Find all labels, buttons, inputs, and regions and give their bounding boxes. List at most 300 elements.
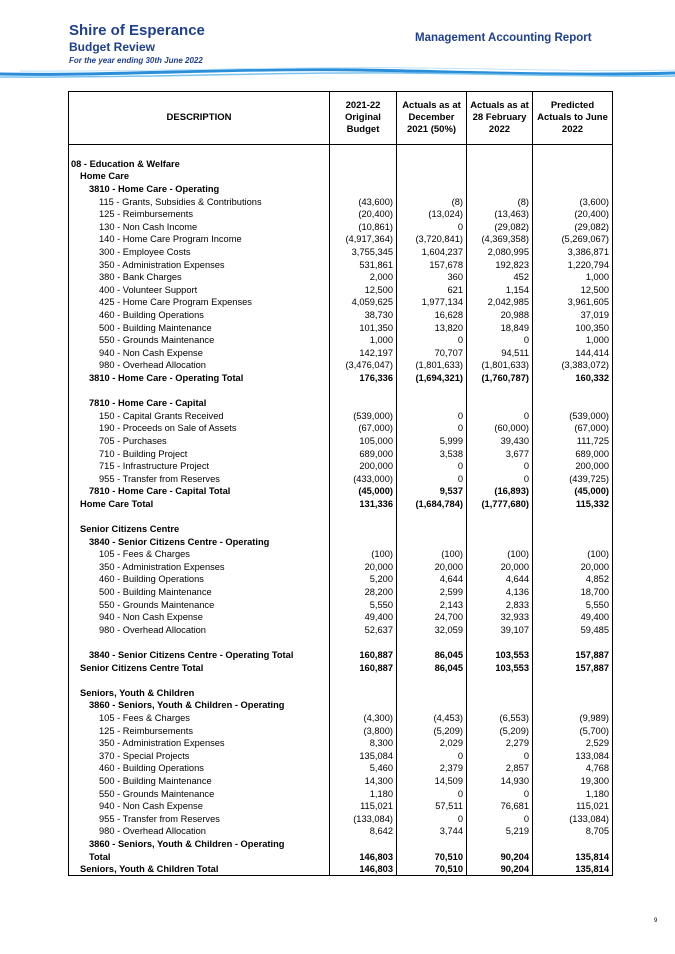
cell-original-budget — [330, 170, 397, 183]
cell-predicted-actuals: 1,220,794 — [533, 258, 613, 271]
cell-description: 550 - Grounds Maintenance — [69, 598, 330, 611]
cell-actuals-december: 2,379 — [397, 762, 467, 775]
cell-description: 500 - Building Maintenance — [69, 321, 330, 334]
table-row — [69, 762, 613, 775]
cell-predicted-actuals: 18,700 — [533, 586, 613, 599]
cell-predicted-actuals: 135,814 — [533, 863, 613, 876]
cell-original-budget: 105,000 — [330, 435, 397, 448]
cell-predicted-actuals — [533, 687, 613, 700]
cell-description: 460 - Building Operations — [69, 309, 330, 322]
cell-actuals-february: 90,204 — [467, 850, 533, 863]
cell-description: 140 - Home Care Program Income — [69, 233, 330, 246]
cell-description: 980 - Overhead Allocation — [69, 359, 330, 372]
table-row — [69, 712, 613, 725]
cell-actuals-december: (1,684,784) — [397, 498, 467, 511]
cell-actuals-february: 0 — [467, 472, 533, 485]
cell-original-budget: 49,400 — [330, 611, 397, 624]
cell-predicted-actuals: 115,332 — [533, 498, 613, 511]
table-row — [69, 472, 613, 485]
cell-description: 425 - Home Care Program Expenses — [69, 296, 330, 309]
cell-actuals-february: 1,154 — [467, 284, 533, 297]
cell-predicted-actuals: 12,500 — [533, 284, 613, 297]
cell-original-budget — [330, 145, 397, 158]
cell-actuals-february: 20,000 — [467, 561, 533, 574]
cell-description: 400 - Volunteer Support — [69, 284, 330, 297]
cell-description: 3840 - Senior Citizens Centre - Operating Total — [69, 649, 330, 662]
cell-original-budget: (433,000) — [330, 472, 397, 485]
cell-description: Senior Citizens Centre — [69, 523, 330, 536]
cell-actuals-december: (8) — [397, 195, 467, 208]
cell-actuals-december: 0 — [397, 221, 467, 234]
cell-actuals-february: 0 — [467, 460, 533, 473]
cell-original-budget: 689,000 — [330, 447, 397, 460]
cell-predicted-actuals — [533, 397, 613, 410]
cell-original-budget: (3,476,047) — [330, 359, 397, 372]
cell-actuals-february — [467, 699, 533, 712]
cell-actuals-february — [467, 510, 533, 523]
cell-description: 370 - Special Projects — [69, 750, 330, 763]
cell-actuals-february: (1,777,680) — [467, 498, 533, 511]
table-row — [69, 598, 613, 611]
cell-actuals-december: (100) — [397, 548, 467, 561]
table-row — [69, 233, 613, 246]
cell-actuals-february: 2,279 — [467, 737, 533, 750]
table-row — [69, 397, 613, 410]
cell-actuals-february: 39,107 — [467, 624, 533, 637]
cell-original-budget — [330, 523, 397, 536]
cell-description: 500 - Building Maintenance — [69, 775, 330, 788]
cell-description: 350 - Administration Expenses — [69, 258, 330, 271]
cell-actuals-december — [397, 384, 467, 397]
cell-actuals-december — [397, 183, 467, 196]
cell-predicted-actuals: 160,332 — [533, 372, 613, 385]
cell-actuals-february: 192,823 — [467, 258, 533, 271]
cell-predicted-actuals: 37,019 — [533, 309, 613, 322]
cell-original-budget: (3,800) — [330, 724, 397, 737]
cell-actuals-february: (60,000) — [467, 422, 533, 435]
cell-actuals-december: 4,644 — [397, 573, 467, 586]
cell-original-budget — [330, 636, 397, 649]
cell-description: 7810 - Home Care - Capital Total — [69, 485, 330, 498]
cell-description: 350 - Administration Expenses — [69, 561, 330, 574]
table-row — [69, 258, 613, 271]
cell-description: 380 - Bank Charges — [69, 271, 330, 284]
cell-actuals-december: 0 — [397, 422, 467, 435]
cell-actuals-february: 76,681 — [467, 800, 533, 813]
cell-description: Home Care Total — [69, 498, 330, 511]
cell-actuals-february: 20,988 — [467, 309, 533, 322]
cell-predicted-actuals: 689,000 — [533, 447, 613, 460]
table-row — [69, 359, 613, 372]
table-row — [69, 309, 613, 322]
cell-predicted-actuals: 133,084 — [533, 750, 613, 763]
cell-actuals-december: (5,209) — [397, 724, 467, 737]
cell-predicted-actuals: 2,529 — [533, 737, 613, 750]
cell-original-budget: 52,637 — [330, 624, 397, 637]
cell-description: 115 - Grants, Subsidies & Contributions — [69, 195, 330, 208]
cell-actuals-december — [397, 397, 467, 410]
cell-description: 130 - Non Cash Income — [69, 221, 330, 234]
cell-original-budget — [330, 397, 397, 410]
cell-actuals-december: 14,509 — [397, 775, 467, 788]
cell-original-budget: 8,300 — [330, 737, 397, 750]
cell-actuals-december: 0 — [397, 472, 467, 485]
cell-description: 7810 - Home Care - Capital — [69, 397, 330, 410]
table-row — [69, 850, 613, 863]
table-row — [69, 435, 613, 448]
cell-predicted-actuals: (3,383,072) — [533, 359, 613, 372]
cell-actuals-december: 32,059 — [397, 624, 467, 637]
table-row — [69, 296, 613, 309]
cell-description: 300 - Employee Costs — [69, 246, 330, 259]
cell-actuals-december: 9,537 — [397, 485, 467, 498]
table-row — [69, 384, 613, 397]
cell-original-budget: 2,000 — [330, 271, 397, 284]
cell-original-budget — [330, 838, 397, 851]
cell-actuals-december: 86,045 — [397, 661, 467, 674]
cell-actuals-december: 360 — [397, 271, 467, 284]
cell-original-budget — [330, 687, 397, 700]
cell-actuals-december: 70,707 — [397, 347, 467, 360]
cell-actuals-february: (100) — [467, 548, 533, 561]
cell-description: 105 - Fees & Charges — [69, 548, 330, 561]
cell-predicted-actuals: 144,414 — [533, 347, 613, 360]
cell-actuals-december: 0 — [397, 334, 467, 347]
cell-predicted-actuals: (5,269,067) — [533, 233, 613, 246]
cell-actuals-december: 621 — [397, 284, 467, 297]
table-row — [69, 498, 613, 511]
cell-actuals-december: 0 — [397, 409, 467, 422]
cell-predicted-actuals: (539,000) — [533, 409, 613, 422]
cell-actuals-february — [467, 523, 533, 536]
cell-predicted-actuals — [533, 170, 613, 183]
cell-original-budget: 115,021 — [330, 800, 397, 813]
cell-actuals-december: 16,628 — [397, 309, 467, 322]
page-number: 9 — [654, 918, 658, 924]
header-swoosh-decoration — [0, 64, 675, 84]
cell-predicted-actuals — [533, 523, 613, 536]
cell-actuals-february — [467, 674, 533, 687]
table-row — [69, 183, 613, 196]
cell-predicted-actuals: 49,400 — [533, 611, 613, 624]
cell-actuals-february: (1,760,787) — [467, 372, 533, 385]
cell-original-budget: 160,887 — [330, 649, 397, 662]
cell-description: 08 - Education & Welfare — [69, 158, 330, 171]
cell-description: 955 - Transfer from Reserves — [69, 472, 330, 485]
cell-actuals-february: (13,463) — [467, 208, 533, 221]
table-row — [69, 460, 613, 473]
cell-actuals-december: 0 — [397, 460, 467, 473]
cell-actuals-december — [397, 636, 467, 649]
cell-actuals-february: (4,369,358) — [467, 233, 533, 246]
cell-description: 125 - Reimbursements — [69, 208, 330, 221]
table-row — [69, 548, 613, 561]
cell-description: Seniors, Youth & Children — [69, 687, 330, 700]
table-row — [69, 724, 613, 737]
cell-original-budget: (20,400) — [330, 208, 397, 221]
cell-actuals-december — [397, 687, 467, 700]
cell-predicted-actuals — [533, 674, 613, 687]
cell-original-budget: 135,084 — [330, 750, 397, 763]
cell-actuals-december: 157,678 — [397, 258, 467, 271]
cell-actuals-february: 103,553 — [467, 661, 533, 674]
cell-original-budget: 1,000 — [330, 334, 397, 347]
cell-description: 940 - Non Cash Expense — [69, 800, 330, 813]
cell-description: 3810 - Home Care - Operating Total — [69, 372, 330, 385]
cell-predicted-actuals: 5,550 — [533, 598, 613, 611]
table-row — [69, 195, 613, 208]
table-row — [69, 636, 613, 649]
cell-predicted-actuals: (133,084) — [533, 812, 613, 825]
cell-description: 980 - Overhead Allocation — [69, 624, 330, 637]
table-row — [69, 221, 613, 234]
cell-actuals-december: 86,045 — [397, 649, 467, 662]
cell-predicted-actuals — [533, 636, 613, 649]
cell-actuals-february — [467, 535, 533, 548]
table-body — [69, 145, 613, 876]
cell-original-budget — [330, 699, 397, 712]
cell-actuals-december: 0 — [397, 787, 467, 800]
cell-predicted-actuals: 100,350 — [533, 321, 613, 334]
table-row — [69, 271, 613, 284]
cell-actuals-february: 18,849 — [467, 321, 533, 334]
cell-description: 550 - Grounds Maintenance — [69, 334, 330, 347]
cell-predicted-actuals: 157,887 — [533, 649, 613, 662]
cell-predicted-actuals: 115,021 — [533, 800, 613, 813]
cell-original-budget — [330, 674, 397, 687]
cell-original-budget: 4,059,625 — [330, 296, 397, 309]
table-row — [69, 800, 613, 813]
cell-predicted-actuals: (9,989) — [533, 712, 613, 725]
cell-description — [69, 384, 330, 397]
cell-description: 940 - Non Cash Expense — [69, 347, 330, 360]
cell-description — [69, 636, 330, 649]
cell-actuals-december: 3,538 — [397, 447, 467, 460]
table-row — [69, 863, 613, 876]
cell-original-budget: 142,197 — [330, 347, 397, 360]
table-row — [69, 170, 613, 183]
cell-actuals-february: 0 — [467, 812, 533, 825]
cell-description: 460 - Building Operations — [69, 762, 330, 775]
cell-predicted-actuals — [533, 183, 613, 196]
cell-predicted-actuals: 4,768 — [533, 762, 613, 775]
cell-predicted-actuals: 20,000 — [533, 561, 613, 574]
col-header-actuals-december: Actuals as at December 2021 (50%) — [397, 92, 467, 145]
cell-actuals-february: 5,219 — [467, 825, 533, 838]
cell-actuals-february: 2,042,985 — [467, 296, 533, 309]
cell-description: Senior Citizens Centre Total — [69, 661, 330, 674]
cell-predicted-actuals: (45,000) — [533, 485, 613, 498]
table-row — [69, 422, 613, 435]
cell-predicted-actuals — [533, 158, 613, 171]
cell-description: 710 - Building Project — [69, 447, 330, 460]
cell-original-budget: 38,730 — [330, 309, 397, 322]
cell-description — [69, 510, 330, 523]
cell-predicted-actuals — [533, 535, 613, 548]
cell-actuals-february — [467, 636, 533, 649]
cell-original-budget — [330, 384, 397, 397]
cell-original-budget: 146,803 — [330, 850, 397, 863]
cell-original-budget: 20,000 — [330, 561, 397, 574]
organisation-name: Shire of Esperance — [69, 22, 205, 39]
cell-actuals-february: (16,893) — [467, 485, 533, 498]
cell-actuals-december: 20,000 — [397, 561, 467, 574]
cell-description: 150 - Capital Grants Received — [69, 409, 330, 422]
cell-actuals-december — [397, 523, 467, 536]
cell-original-budget: (100) — [330, 548, 397, 561]
cell-description — [69, 674, 330, 687]
cell-actuals-december — [397, 510, 467, 523]
cell-actuals-february: 103,553 — [467, 649, 533, 662]
cell-actuals-february — [467, 687, 533, 700]
cell-actuals-december: 5,999 — [397, 435, 467, 448]
cell-description: 350 - Administration Expenses — [69, 737, 330, 750]
cell-description: 3810 - Home Care - Operating — [69, 183, 330, 196]
cell-original-budget: 3,755,345 — [330, 246, 397, 259]
cell-actuals-december: 2,599 — [397, 586, 467, 599]
cell-predicted-actuals: (67,000) — [533, 422, 613, 435]
cell-predicted-actuals: (29,082) — [533, 221, 613, 234]
table-row — [69, 284, 613, 297]
cell-actuals-february: 4,644 — [467, 573, 533, 586]
cell-predicted-actuals: 8,705 — [533, 825, 613, 838]
cell-actuals-december: 13,820 — [397, 321, 467, 334]
cell-actuals-december: 70,510 — [397, 850, 467, 863]
cell-actuals-february: (29,082) — [467, 221, 533, 234]
cell-description: Home Care — [69, 170, 330, 183]
cell-actuals-february: 0 — [467, 409, 533, 422]
cell-predicted-actuals: 59,485 — [533, 624, 613, 637]
cell-actuals-february — [467, 384, 533, 397]
table-row — [69, 561, 613, 574]
cell-description: 460 - Building Operations — [69, 573, 330, 586]
cell-description: Total — [69, 850, 330, 863]
table-row — [69, 787, 613, 800]
cell-original-budget: 531,861 — [330, 258, 397, 271]
cell-predicted-actuals: 135,814 — [533, 850, 613, 863]
col-header-actuals-february: Actuals as at 28 February 2022 — [467, 92, 533, 145]
cell-original-budget — [330, 158, 397, 171]
cell-predicted-actuals: 157,887 — [533, 661, 613, 674]
cell-original-budget: 200,000 — [330, 460, 397, 473]
table-row — [69, 649, 613, 662]
cell-actuals-february — [467, 145, 533, 158]
cell-predicted-actuals: 3,961,605 — [533, 296, 613, 309]
cell-predicted-actuals — [533, 510, 613, 523]
cell-predicted-actuals: 1,180 — [533, 787, 613, 800]
cell-predicted-actuals: 200,000 — [533, 460, 613, 473]
cell-description: 980 - Overhead Allocation — [69, 825, 330, 838]
col-header-original-budget: 2021-22 Original Budget — [330, 92, 397, 145]
cell-actuals-february: 2,833 — [467, 598, 533, 611]
table-row — [69, 812, 613, 825]
cell-actuals-february: 3,677 — [467, 447, 533, 460]
table-row — [69, 510, 613, 523]
cell-description: 3840 - Senior Citizens Centre - Operating — [69, 535, 330, 548]
table-row — [69, 661, 613, 674]
budget-review-table — [68, 91, 613, 876]
cell-original-budget: 5,460 — [330, 762, 397, 775]
cell-actuals-december: (3,720,841) — [397, 233, 467, 246]
table-row — [69, 334, 613, 347]
cell-actuals-february — [467, 183, 533, 196]
table-row — [69, 372, 613, 385]
cell-description: 500 - Building Maintenance — [69, 586, 330, 599]
cell-original-budget: 131,336 — [330, 498, 397, 511]
cell-actuals-february: 14,930 — [467, 775, 533, 788]
cell-description: 940 - Non Cash Expense — [69, 611, 330, 624]
cell-actuals-february: 2,857 — [467, 762, 533, 775]
table-row — [69, 750, 613, 763]
cell-original-budget: (539,000) — [330, 409, 397, 422]
cell-actuals-february: 0 — [467, 334, 533, 347]
table-row — [69, 737, 613, 750]
cell-predicted-actuals — [533, 699, 613, 712]
document-subtitle: Budget Review — [69, 40, 156, 54]
cell-actuals-december: 57,511 — [397, 800, 467, 813]
table-row — [69, 485, 613, 498]
table-row — [69, 208, 613, 221]
table-row — [69, 825, 613, 838]
table-row — [69, 158, 613, 171]
table-row — [69, 246, 613, 259]
cell-actuals-december: 70,510 — [397, 863, 467, 876]
cell-actuals-december — [397, 838, 467, 851]
cell-predicted-actuals — [533, 145, 613, 158]
cell-actuals-february: 4,136 — [467, 586, 533, 599]
cell-actuals-december: 24,700 — [397, 611, 467, 624]
cell-actuals-december: (4,453) — [397, 712, 467, 725]
cell-description: 125 - Reimbursements — [69, 724, 330, 737]
cell-predicted-actuals: 4,852 — [533, 573, 613, 586]
cell-predicted-actuals: (439,725) — [533, 472, 613, 485]
table-row — [69, 523, 613, 536]
cell-predicted-actuals — [533, 384, 613, 397]
cell-actuals-december — [397, 535, 467, 548]
table-row — [69, 838, 613, 851]
cell-actuals-february: (6,553) — [467, 712, 533, 725]
cell-actuals-december: (13,024) — [397, 208, 467, 221]
cell-original-budget: (4,300) — [330, 712, 397, 725]
cell-original-budget: 1,180 — [330, 787, 397, 800]
cell-original-budget — [330, 510, 397, 523]
cell-original-budget — [330, 535, 397, 548]
cell-actuals-december — [397, 674, 467, 687]
cell-predicted-actuals: (100) — [533, 548, 613, 561]
cell-predicted-actuals: (5,700) — [533, 724, 613, 737]
cell-actuals-february — [467, 158, 533, 171]
cell-description: 3860 - Seniors, Youth & Children - Operating — [69, 838, 330, 851]
cell-actuals-december: 2,029 — [397, 737, 467, 750]
report-header — [69, 22, 205, 67]
cell-original-budget: 5,550 — [330, 598, 397, 611]
cell-original-budget: 28,200 — [330, 586, 397, 599]
col-header-description: DESCRIPTION — [69, 92, 330, 145]
cell-original-budget: (45,000) — [330, 485, 397, 498]
cell-actuals-february: 90,204 — [467, 863, 533, 876]
cell-predicted-actuals: 1,000 — [533, 334, 613, 347]
table-row — [69, 611, 613, 624]
cell-actuals-december: 1,977,134 — [397, 296, 467, 309]
table-row — [69, 586, 613, 599]
cell-original-budget: 176,336 — [330, 372, 397, 385]
cell-original-budget: (4,917,364) — [330, 233, 397, 246]
cell-predicted-actuals: 1,000 — [533, 271, 613, 284]
cell-original-budget: 8,642 — [330, 825, 397, 838]
cell-description: 550 - Grounds Maintenance — [69, 787, 330, 800]
cell-original-budget: (10,861) — [330, 221, 397, 234]
cell-actuals-december: (1,801,633) — [397, 359, 467, 372]
